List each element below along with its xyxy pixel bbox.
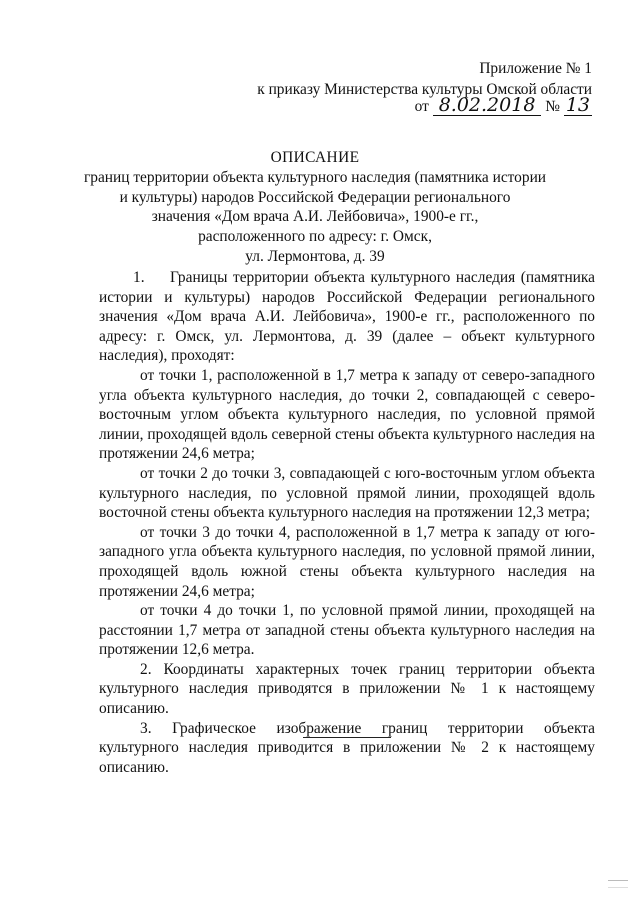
title-line: и культуры) народов Российской Федерации регионального (119, 188, 511, 206)
paragraph-item-1 (99, 268, 595, 366)
scan-edge-mark (608, 880, 628, 888)
title-heading: ОПИСАНИЕ (270, 149, 360, 166)
handwritten-date: 8.02.2018 (433, 95, 542, 116)
title-line: расположенного по адресу: г. Омск, (198, 228, 432, 246)
order-date-number-line (415, 95, 592, 116)
boundary-segment-4: от точки 4 до точки 1, по условной прямой линии, проходящей на расстоянии 1,7 метра от западной стены объекта культурного наследия на протяжении 12,6 метра. (99, 602, 595, 659)
item-1-text: Границы территории объекта культурного наследия (памятника истории и культуры) народов Российской Федерации регионального значения «Дом врача А.И. Лейбовича», 1900-е гг., расположенного по адресу: г. Омск, ул. Лермонтова, д. 39 (далее – объект культурного наследия), проходят: (99, 269, 595, 365)
boundary-segment-1: от точки 1, расположенной в 1,7 метра к западу от северо-западного угла объекта культурного наследия, до точки 2, совпадающей с северо-восточным углом объекта культурного наследия, по условной прямой линии, проходящей вдоль северной стены объекта культурного наследия на протяжении 24,6 метра; (99, 366, 595, 463)
item-1-number: 1. (133, 269, 145, 286)
order-reference: к приказу Министерства культуры Омской области (257, 81, 592, 98)
closing-rule (303, 737, 391, 738)
appendix-label: Приложение № 1 (479, 60, 592, 77)
paragraph-item-2: 2. Координаты характерных точек границ территории объекта культурного наследия приводятся в приложении № 1 к настоящему описанию. (99, 660, 595, 718)
document-body (99, 268, 595, 777)
number-prefix: № (545, 98, 560, 115)
handwritten-number: 13 (565, 94, 590, 116)
document-title (80, 148, 550, 267)
date-prefix: от (414, 98, 429, 115)
title-line: границ территории объекта культурного наследия (памятника истории (83, 168, 547, 186)
paragraph-item-3: 3. Графическое изображение границ территории объекта культурного наследия приводится в приложении № 2 к настоящему описанию. (99, 719, 595, 776)
title-line: ул. Лермонтова, д. 39 (245, 247, 385, 265)
title-line: значения «Дом врача А.И. Лейбовича», 1900-е гг., (151, 208, 479, 226)
boundary-segment-2: от точки 2 до точки 3, совпадающей с юго-восточным углом объекта культурного наследия, по условной прямой линии, проходящей вдоль восточной стены объекта культурного наследия на протяжении 12,3 метра; (99, 464, 595, 522)
boundary-segment-3: от точки 3 до точки 4, расположенной в 1,7 метра к западу от юго-западного угла объекта культурного наследия, по условной прямой линии, проходящей вдоль южной стены объекта культурного наследия на протяжении 24,6 метра; (99, 523, 595, 600)
